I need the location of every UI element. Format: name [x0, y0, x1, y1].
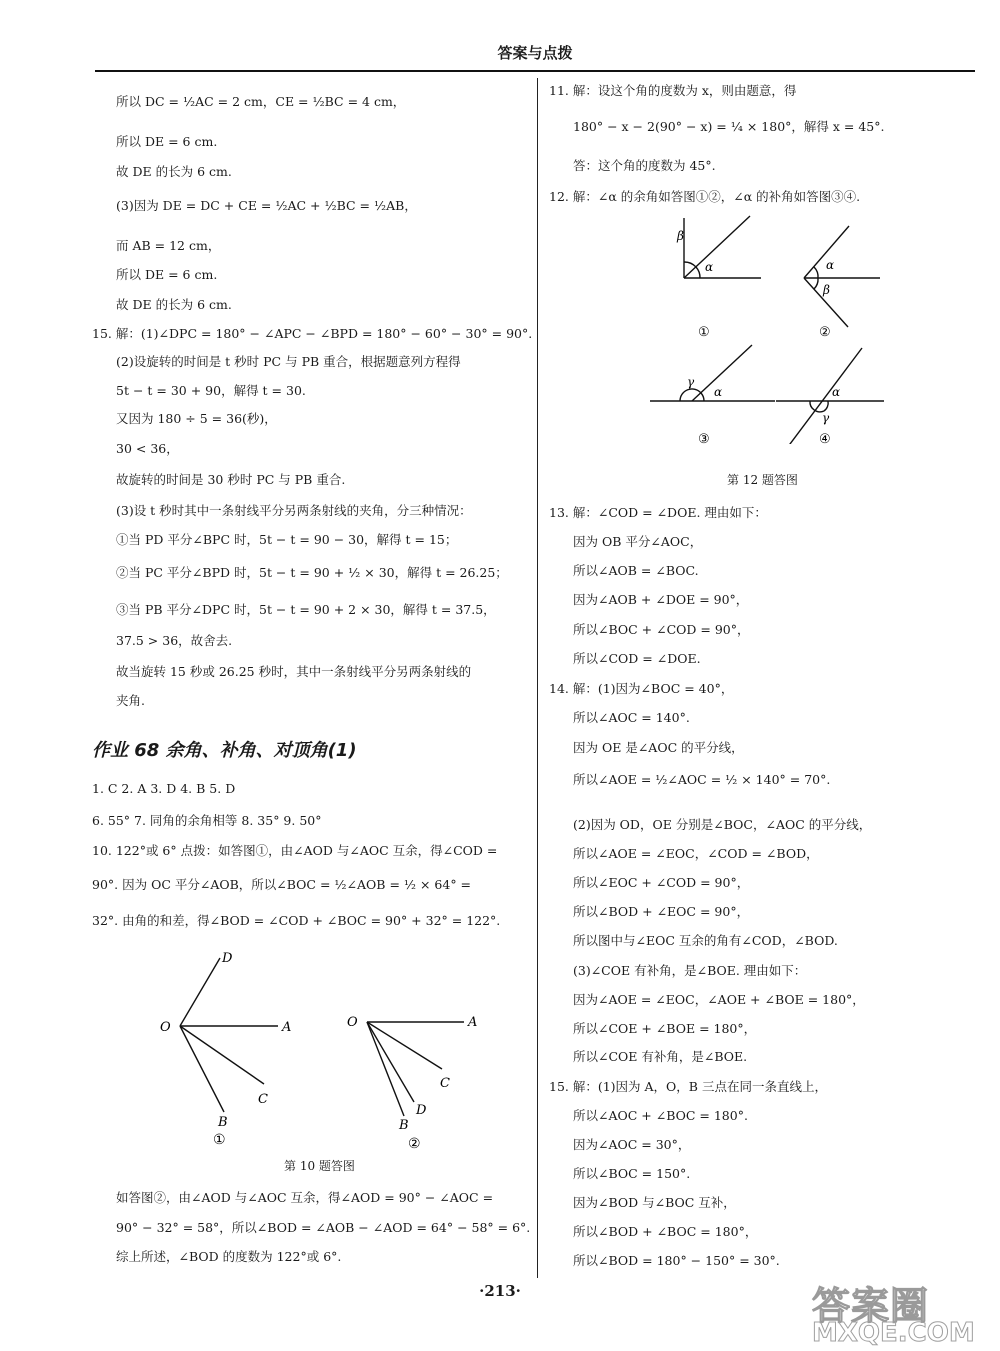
header-rule — [95, 70, 975, 72]
text-line: 15. 解：(1)∠DPC = 180° − ∠APC − ∠BPD = 180° − 60° − 30° = 90°. — [92, 326, 533, 341]
fig10-label-o: O — [160, 1020, 171, 1035]
text-line: 如答图②，由∠AOD 与∠AOC 互余，得∠AOD = 90° − ∠AOC = — [116, 1190, 494, 1205]
text-line: ②当 PC 平分∠BPD 时，5t − t = 90 + ½ × 30，解得 t = 26.25； — [116, 565, 508, 580]
text-line: (2)因为 OD，OE 分别是∠BOC，∠AOC 的平分线， — [573, 817, 872, 832]
column-divider — [537, 78, 538, 1278]
text-line: 所以∠BOD + ∠BOC = 180°， — [573, 1224, 758, 1239]
text-line: (2)设旋转的时间是 t 秒时 PC 与 PB 重合，根据题意列方程得 — [116, 354, 461, 369]
fig10-mark-1: ① — [213, 1132, 226, 1148]
text-line: 所以∠AOB = ∠BOC. — [573, 563, 699, 578]
text-line: 所以∠COE + ∠BOE = 180°， — [573, 1021, 757, 1036]
text-line: 夹角. — [116, 693, 145, 708]
fig12-gamma-4: γ — [822, 411, 830, 425]
text-line: 15. 解：(1)因为 A，O，B 三点在同一条直线上， — [549, 1079, 827, 1094]
text-line: (3)设 t 秒时其中一条射线平分另两条射线的夹角，分三种情况： — [116, 503, 472, 518]
text-line: 13. 解：∠COD = ∠DOE. 理由如下： — [549, 505, 767, 520]
text-line: 答：这个角的度数为 45°. — [573, 158, 716, 173]
fig10-label-d: D — [222, 951, 233, 966]
text-line: (3)∠COE 有补角，是∠BOE. 理由如下： — [573, 963, 807, 978]
figure-10 — [152, 944, 512, 1149]
figure-12-caption: 第 12 题答图 — [727, 473, 798, 487]
figure-10-caption: 第 10 题答图 — [284, 1159, 355, 1173]
section-title: 作业 68 余角、补角、对顶角(1) — [92, 740, 357, 761]
text-line: 故 DE 的长为 6 cm. — [116, 164, 232, 179]
fig10b-label-c: C — [440, 1076, 450, 1091]
text-line: 所以 DC = ½AC = 2 cm，CE = ½BC = 4 cm， — [116, 94, 406, 109]
text-line: 因为∠BOD 与∠BOC 互补， — [573, 1195, 736, 1210]
text-line: 因为 OB 平分∠AOC， — [573, 534, 703, 549]
text-line: 故当旋转 15 秒或 26.25 秒时，其中一条射线平分另两条射线的 — [116, 664, 472, 679]
text-line: 综上所述，∠BOD 的度数为 122°或 6°. — [116, 1249, 342, 1264]
text-line: 90° − 32° = 58°，所以∠BOD = ∠AOB − ∠AOD = 64° − 58° = 6°. — [116, 1220, 531, 1235]
text-line: 37.5 > 36，故舍去. — [116, 633, 233, 648]
text-line: 所以 DE = 6 cm. — [116, 134, 218, 149]
text-line: 所以图中与∠EOC 互余的角有∠COD，∠BOD. — [573, 933, 838, 948]
fig10-label-c: C — [258, 1092, 268, 1107]
text-line: 所以∠COE 有补角，是∠BOE. — [573, 1049, 748, 1064]
text-line: 又因为 180 ÷ 5 = 36(秒)， — [116, 411, 277, 426]
fig12-alpha-4: α — [832, 385, 841, 399]
text-line: 所以∠BOC + ∠COD = 90°， — [573, 622, 750, 637]
fig12-gamma-3: γ — [687, 375, 695, 389]
text-line: 所以 DE = 6 cm. — [116, 267, 218, 282]
fig10b-label-o: O — [347, 1015, 358, 1030]
text-line: 所以∠BOC = 150°. — [573, 1166, 691, 1181]
text-line: ③当 PB 平分∠DPC 时，5t − t = 90 + 2 × 30，解得 t = 37.5， — [116, 602, 496, 617]
text-line: 所以∠BOD = 180° − 150° = 30°. — [573, 1253, 780, 1268]
text-line: 180° − x − 2(90° − x) = ¼ × 180°，解得 x = 45°. — [573, 119, 885, 134]
answer-line: 32°. 由角的和差，得∠BOD = ∠COD + ∠BOC = 90° + 32° = 122°. — [92, 913, 501, 928]
text-line: 所以∠AOE = ½∠AOC = ½ × 140° = 70°. — [573, 772, 831, 787]
answer-line: 10. 122°或 6° 点拨：如答图①，由∠AOD 与∠AOC 互余，得∠COD = — [92, 843, 498, 858]
text-line: 12. 解：∠α 的余角如答图①②，∠α 的补角如答图③④. — [549, 189, 861, 204]
fig12-mark-3: ③ — [698, 432, 710, 444]
text-line: 因为 OE 是∠AOC 的平分线， — [573, 740, 744, 755]
text-line: 故 DE 的长为 6 cm. — [116, 297, 232, 312]
text-line: 因为∠AOB + ∠DOE = 90°， — [573, 592, 749, 607]
text-line: 因为∠AOE = ∠EOC，∠AOE + ∠BOE = 180°， — [573, 992, 865, 1007]
fig12-alpha-1: α — [705, 260, 714, 274]
watermark-url: MXQE.COM — [812, 1318, 975, 1348]
text-line: 所以∠AOE = ∠EOC，∠COD = ∠BOD， — [573, 846, 819, 861]
text-line: 所以∠AOC = 140°. — [573, 710, 690, 725]
text-line: 11. 解：设这个角的度数为 x，则由题意，得 — [549, 83, 797, 98]
fig12-alpha-2: α — [826, 258, 835, 272]
fig12-mark-2: ② — [819, 325, 831, 340]
fig12-beta-1: β — [677, 229, 684, 243]
fig12-mark-1: ① — [698, 325, 710, 340]
fig12-mark-4: ④ — [819, 432, 831, 444]
text-line: 5t − t = 30 + 90，解得 t = 30. — [116, 383, 306, 398]
text-line: ①当 PD 平分∠BPC 时，5t − t = 90 − 30，解得 t = 15； — [116, 532, 458, 547]
text-line: (3)因为 DE = DC + CE = ½AC + ½BC = ½AB， — [116, 198, 417, 213]
fig10b-label-a: A — [468, 1015, 478, 1030]
answer-line: 6. 55° 7. 同角的余角相等 8. 35° 9. 50° — [92, 813, 322, 828]
fig10-mark-2: ② — [408, 1136, 421, 1149]
answer-line: 1. C 2. A 3. D 4. B 5. D — [92, 781, 236, 796]
left-column — [92, 84, 532, 1274]
watermark-logo: 答案圈 — [812, 1284, 930, 1328]
fig10-label-b: B — [218, 1115, 228, 1130]
fig10-label-a: A — [282, 1020, 292, 1035]
text-line: 故旋转的时间是 30 秒时 PC 与 PB 重合. — [116, 472, 346, 487]
page-header: 答案与点拨 — [497, 44, 573, 62]
text-line: 所以∠EOC + ∠COD = 90°， — [573, 875, 750, 890]
page-number: ·213· — [479, 1282, 521, 1300]
text-line: 所以∠BOD + ∠EOC = 90°， — [573, 904, 750, 919]
text-line: 30 < 36， — [116, 441, 179, 456]
answer-line: 90°. 因为 OC 平分∠AOB，所以∠BOC = ½∠AOB = ½ × 64° = — [92, 877, 472, 892]
text-line: 所以∠AOC + ∠BOC = 180°. — [573, 1108, 748, 1123]
text-line: 14. 解：(1)因为∠BOC = 40°， — [549, 681, 734, 696]
fig10b-label-d: D — [416, 1103, 427, 1118]
fig12-beta-2: β — [823, 283, 830, 297]
text-line: 因为∠AOC = 30°， — [573, 1137, 691, 1152]
figure-12 — [644, 214, 904, 444]
fig12-alpha-3: α — [714, 385, 723, 399]
text-line: 而 AB = 12 cm， — [116, 238, 221, 253]
fig10b-label-b: B — [399, 1118, 409, 1133]
right-column — [549, 84, 979, 1274]
text-line: 所以∠COD = ∠DOE. — [573, 651, 701, 666]
